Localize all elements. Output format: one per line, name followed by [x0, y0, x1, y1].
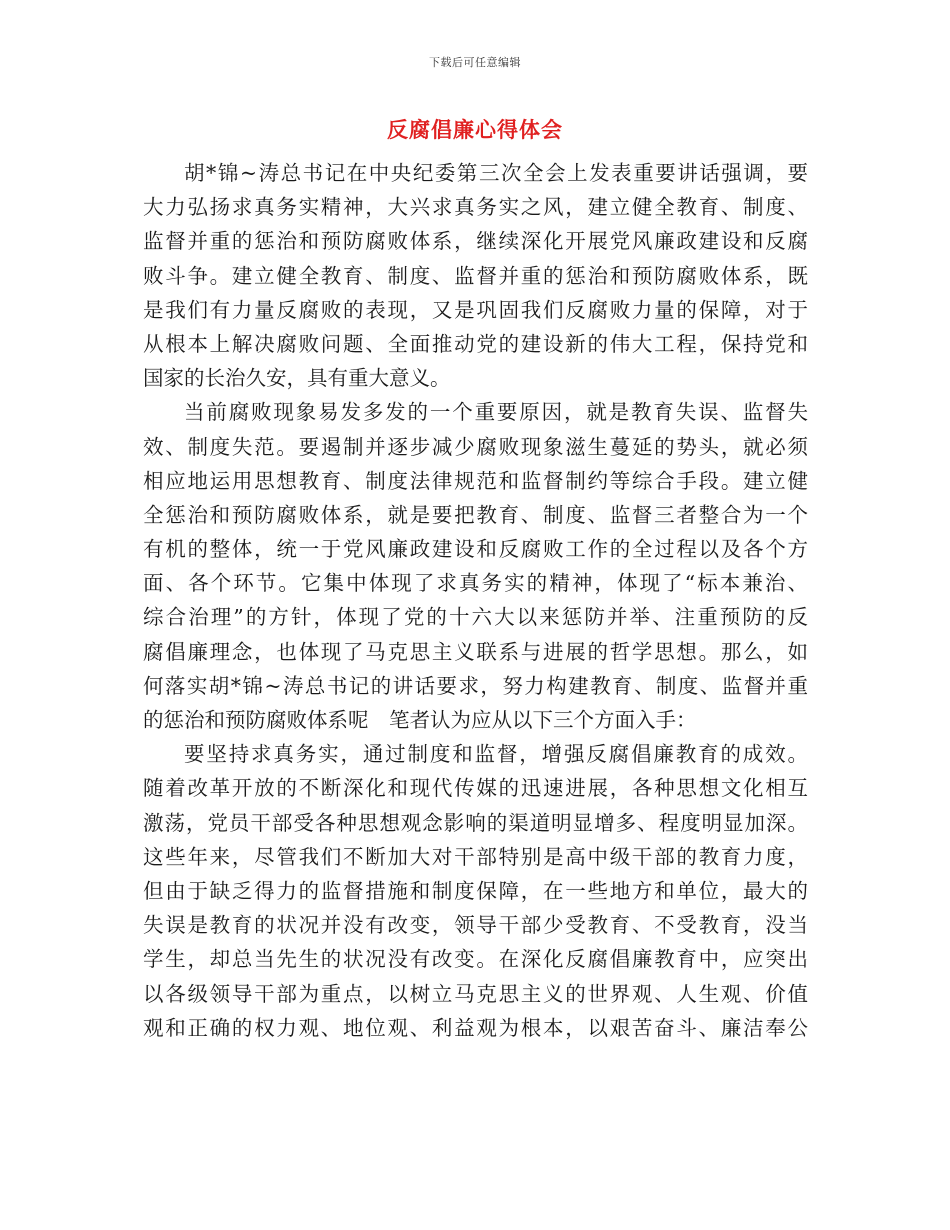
body-line: 监督并重的惩治和预防腐败体系，继续深化开展党风廉政建设和反腐: [143, 229, 808, 254]
body-line: 大力弘扬求真务实精神，大兴求真务实之风，建立健全教育、制度、: [143, 195, 808, 220]
body-line: 的惩治和预防腐败体系呢 笔者认为应从以下三个方面入手：: [143, 708, 697, 732]
body-line: 胡*锦~涛总书记在中央纪委第三次全会上发表重要讲话强调，要: [184, 161, 808, 185]
body-line: 腐倡廉理念，也体现了马克思主义联系与进展的哲学思想。那么，如: [143, 639, 808, 664]
body-line: 以各级领导干部为重点，以树立马克思主义的世界观、人生观、价值: [143, 981, 808, 1006]
body-line: 观和正确的权力观、地位观、利益观为根本，以艰苦奋斗、廉洁奉公: [143, 1015, 808, 1040]
body-line: 但由于缺乏得力的监督措施和制度保障，在一些地方和单位，最大的: [143, 878, 808, 903]
body-line: 当前腐败现象易发多发的一个重要原因，就是教育失误、监督失: [184, 400, 808, 425]
body-line: 要坚持求真务实，通过制度和监督，增强反腐倡廉教育的成效。: [184, 742, 808, 767]
body-line: 效、制度失范。要遏制并逐步减少腐败现象滋生蔓延的势头，就必须: [143, 434, 808, 459]
body-line: 激荡，党员干部受各种思想观念影响的渠道明显增多、程度明显加深。: [143, 810, 808, 835]
body-line: 有机的整体，统一于党风廉政建设和反腐败工作的全过程以及各个方: [143, 537, 808, 562]
body-line: 随着改革开放的不断深化和现代传媒的迅速进展，各种思想文化相互: [143, 776, 808, 801]
body-line: 从根本上解决腐败问题、全面推动党的建设新的伟大工程，保持党和: [143, 331, 808, 356]
body-line: 面、各个环节。它集中体现了求真务实的精神，体现了“标本兼治、: [143, 571, 808, 596]
body-line: 失误是教育的状况并没有改变，领导干部少受教育、不受教育，没当: [143, 913, 808, 938]
body-line: 学生，却总当先生的状况没有改变。在深化反腐倡廉教育中，应突出: [143, 947, 808, 972]
body-line: 这些年来，尽管我们不断加大对干部特别是高中级干部的教育力度，: [143, 844, 808, 869]
document-body: [143, 156, 808, 1045]
document-title: 反腐倡廉心得体会: [387, 117, 563, 142]
page-header: 下载后可任意编辑: [429, 56, 521, 69]
body-line: 综合治理”的方针，体现了党的十六大以来惩防并举、注重预防的反: [143, 605, 808, 630]
body-line: 败斗争。建立健全教育、制度、监督并重的惩治和预防腐败体系，既: [143, 263, 808, 288]
body-line: 国家的长治久安，具有重大意义。: [143, 366, 451, 391]
body-line: 相应地运用思想教育、制度法律规范和监督制约等综合手段。建立健: [143, 468, 808, 493]
body-line: 是我们有力量反腐败的表现，又是巩固我们反腐败力量的保障，对于: [143, 297, 808, 322]
body-line: 何落实胡*锦~涛总书记的讲话要求，努力构建教育、制度、监督并重: [143, 673, 808, 698]
body-line: 全惩治和预防腐败体系，就是要把教育、制度、监督三者整合为一个: [143, 502, 808, 527]
